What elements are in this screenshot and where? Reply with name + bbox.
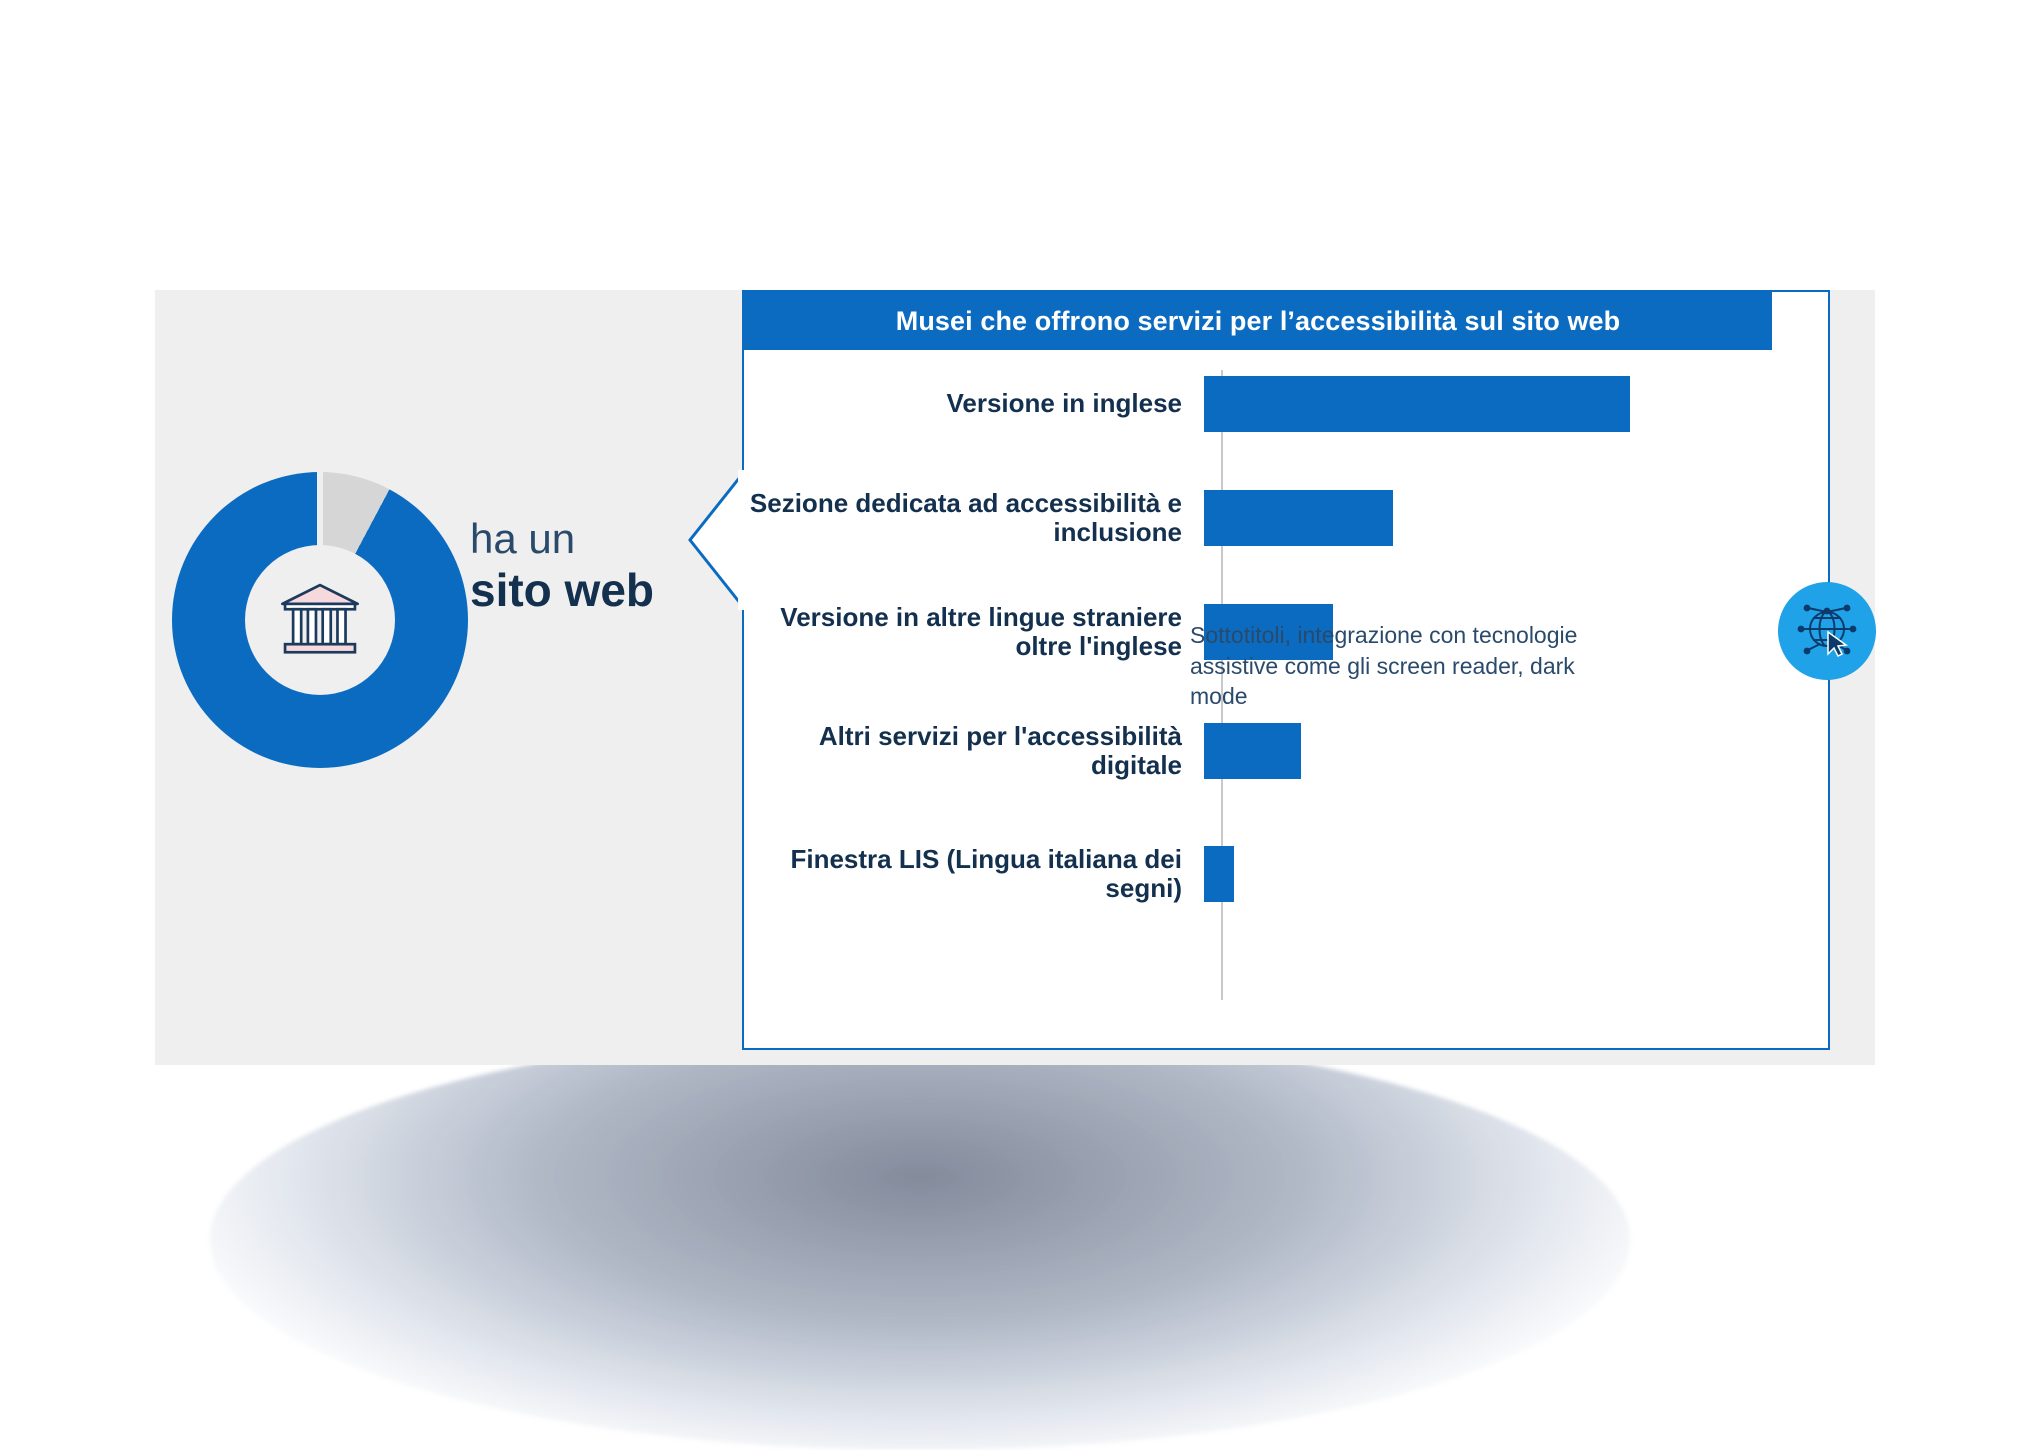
donut-caption-line2: sito web: [470, 563, 655, 616]
table-row: [744, 376, 1830, 432]
bar-label: Finestra LIS (Lingua italiana dei segni): [790, 844, 1182, 904]
bar-value: [1204, 376, 1630, 432]
floor-shadow: [210, 1030, 1630, 1450]
bar-label: Sezione dedicata ad accessibilità e inclusione: [749, 488, 1182, 548]
table-row: [744, 845, 1830, 903]
chart-title: Musei che offrono servizi per l’accessibilità sul sito web: [744, 292, 1772, 350]
museum-icon: [277, 577, 363, 663]
bar-value: [1204, 846, 1234, 902]
bar-label: Versione in altre lingue straniere oltre l'inglese: [780, 602, 1182, 662]
donut-caption: [470, 515, 654, 617]
chart-note: Sottotitoli, integrazione con tecnologie assistive come gli screen reader, dark mode: [1190, 622, 1578, 710]
donut-center: [245, 545, 395, 695]
table-row: [744, 722, 1830, 780]
globe-icon: [1790, 594, 1864, 668]
donut-caption-line1: ha un: [470, 515, 576, 562]
bar-value: [1204, 723, 1301, 779]
donut-chart: [172, 472, 468, 768]
table-row: [744, 489, 1830, 547]
bar-label: Versione in inglese: [946, 388, 1182, 419]
globe-network-icon: [1778, 582, 1876, 680]
bar-value: [1204, 490, 1393, 546]
bar-label: Altri servizi per l'accessibilità digitale: [818, 721, 1182, 781]
callout-pointer: [688, 470, 746, 610]
